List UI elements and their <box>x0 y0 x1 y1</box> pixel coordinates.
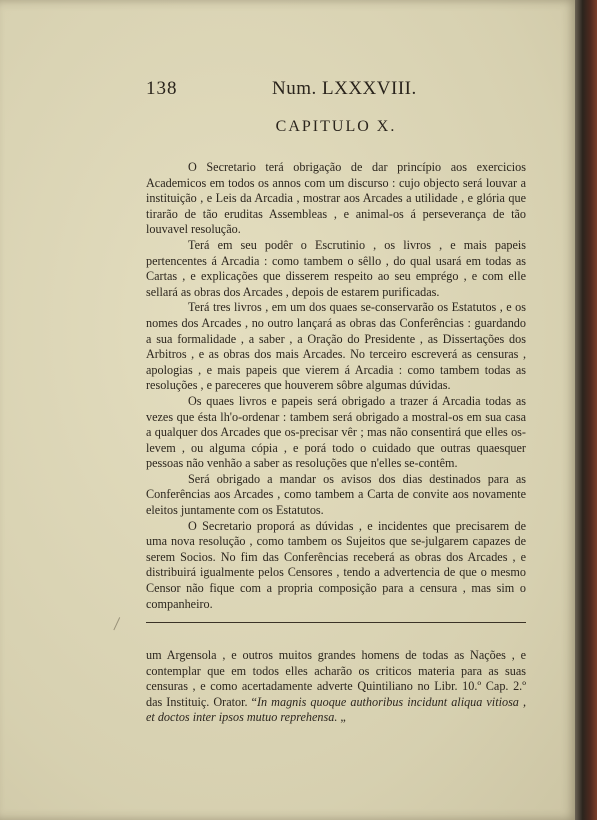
paragraph: Terá tres livros , em um dos quaes se-conservarão os Estatutos , e os nomes dos Arcades , no outro lançará as obras das Conferências : guardando a sua formalidade , a saber , a Oração do Presidente , as Dissertações dos Arbitros , e as obras dos mais Arcades. No terceiro escreverá as censuras , apologias , e mais papeis que vierem á Arcadia : como tambem todas as resoluções , e pareceres que houverem sôbre algumas dúvidas. <box>146 300 526 393</box>
footnote-paragraph <box>146 648 526 726</box>
running-title: Num. LXXXVIII. <box>272 78 417 99</box>
paragraph: O Secretario terá obrigação de dar princípio aos exercicios Academicos em todos os annos com um discurso : cujo objecto será louvar a instituição , e Leis da Arcadia , mostrar aos Arcades a utilidade , e glória que tirarão de tão eruditas Assembleas , e animal-os á perseverança de tão louvavel resolução. <box>146 160 526 237</box>
paragraph: Terá em seu podêr o Escrutinio , os livros , e mais papeis pertencentes á Arcadia : como tambem o sêllo , do qual usará em todas as Cartas , e explicações que disserem respeito ao seu emprégo , e com elle sellará as obras dos Arcades , depois de estarem purificadas. <box>146 237 526 299</box>
footnote-text: um Argensola , e outros muitos grandes homens de todas as Nações , e contemplar que em todos elles acharão os criticos materia para as suas censuras , e como acertadamente adverte Quintiliano no Libr. 10.º Cap. 2.º das Instituiç. Orator. “ <box>146 648 526 709</box>
footnote <box>146 648 526 726</box>
chapter-body <box>146 160 526 612</box>
footnote-closing: „ <box>337 710 346 725</box>
chapter-title: CAPITULO X. <box>275 118 397 135</box>
pencil-mark <box>113 617 125 633</box>
paragraph: Os quaes livros e papeis será obrigado a trazer á Arcadia todas as vezes que ésta lh'o-ordenar : tambem será obrigado a mostral-os em sua casa a qualquer dos Arcades que os-precisar vêr ; mas não consentirá que elles os-levem , ou alguma cópia , e porá todo o cuidado que outras quaesquer pessoas não venhão a saber as resoluções que n'elles se-contêm. <box>146 393 526 471</box>
page-number: 138 <box>146 78 178 99</box>
paragraph: Será obrigado a mandar os avisos dos dias destinados para as Conferências aos Arcades , como tambem a Carta de convite aos novamente eleitos juntamente com os Estatutos. <box>146 471 526 518</box>
footnote-quotation: In magnis quoque authoribus incidunt aliqua vitiosa , et doctos inter ipsos mutuo reprehensa. <box>146 694 526 725</box>
page-header <box>146 78 526 102</box>
book-spine <box>575 0 597 820</box>
footnote-rule <box>146 622 526 623</box>
paragraph: O Secretario proporá as dúvidas , e incidentes que precisarem de uma nova resolução , como tambem os Sujeitos que se-julgarem capazes de serem Socios. No fim das Conferências receberá as obras dos Arcades , e distribuirá igualmente pelos Censores , tendo a advertencia de que o mesmo Censor não fique com a propria composição para a censura , mas sim o companheiro. <box>146 518 526 611</box>
